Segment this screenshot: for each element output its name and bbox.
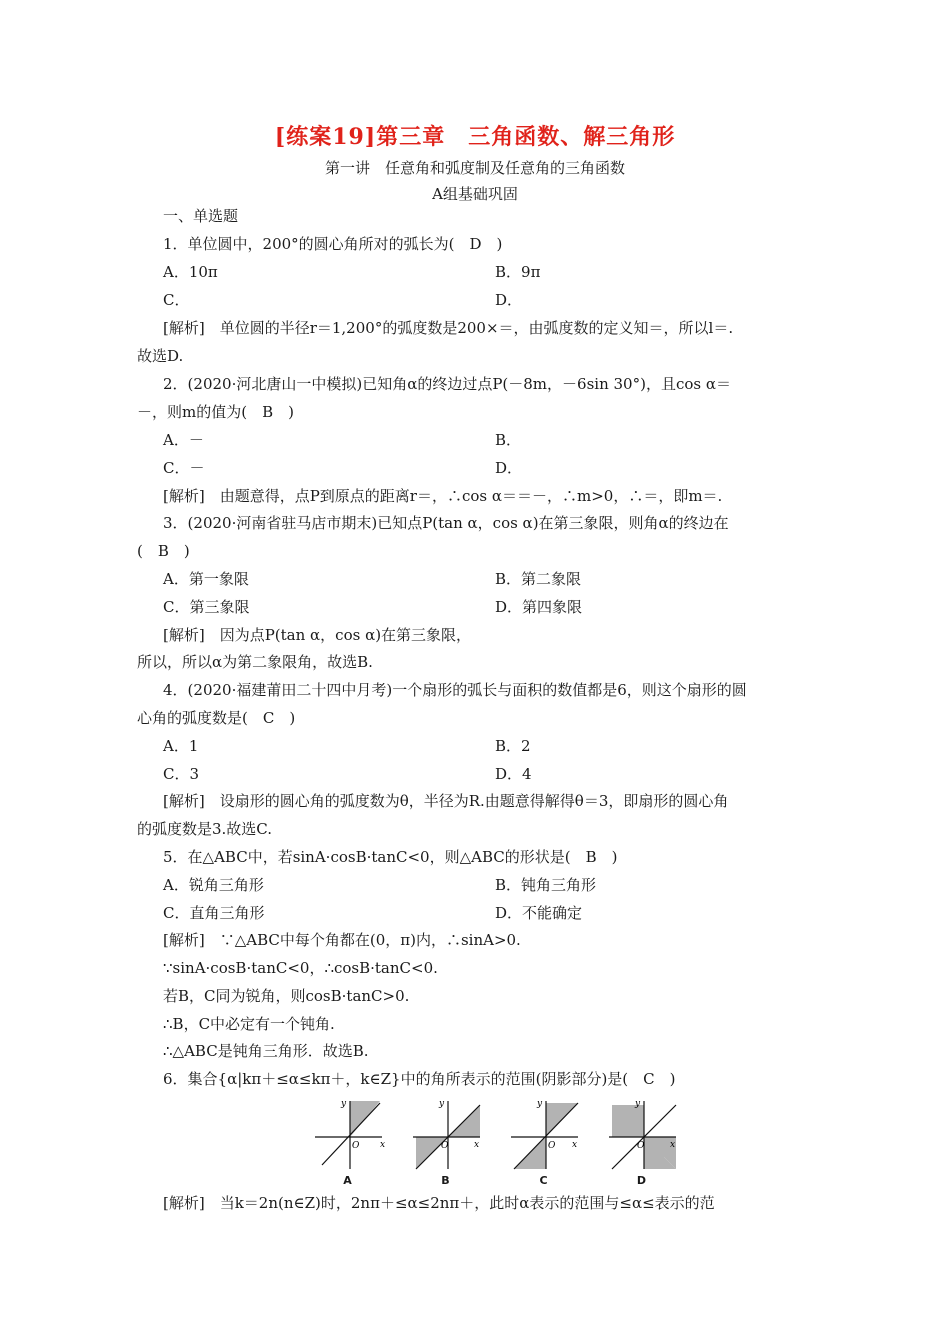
q5-option-d: D．不能确定 xyxy=(495,904,583,922)
q3-option-d: D．第四象限 xyxy=(495,598,583,616)
q3-option-b: B．第二象限 xyxy=(495,570,582,588)
q3-option-a: A．第一象限 xyxy=(163,570,249,588)
q1-analysis-cont: 故选D. xyxy=(137,347,184,365)
q2-option-b: B． xyxy=(495,431,522,449)
section-heading: 一、单选题 xyxy=(163,207,239,225)
q1-option-b: B．9π xyxy=(495,263,541,281)
figure-b-origin: O xyxy=(441,1141,449,1151)
q4-option-b: B．2 xyxy=(495,737,531,755)
q6-analysis: [解析] 当k＝2n(n∈Z)时，2nπ＋≤α≤2nπ＋，此时α表示的范围与≤α≤表示的范 xyxy=(163,1194,715,1212)
q6-stem: 6．集合{α|kπ＋≤α≤kπ＋，k∈Z}中的角所表示的范围(阴影部分)是( C ) xyxy=(163,1070,676,1088)
lesson-subtitle: 第一讲 任意角和弧度制及任意角的三角函数 xyxy=(324,159,625,177)
figure-d-origin: O xyxy=(637,1141,645,1151)
figure-a-y-label: y xyxy=(341,1099,347,1109)
figure-a-origin: O xyxy=(352,1141,360,1151)
q2-option-d: D． xyxy=(495,459,523,477)
figure-c-label: C xyxy=(539,1174,548,1187)
figure-b-label: B xyxy=(441,1174,450,1187)
q5-option-a: A．锐角三角形 xyxy=(163,876,264,894)
q4-analysis: [解析] 设扇形的圆心角的弧度数为θ，半径为R.由题意得解得θ＝3，即扇形的圆心角 xyxy=(163,792,729,810)
q3-stem: 3．(2020·河南省驻马店市期末)已知点P(tan α，cos α)在第三象限，则角α的终边在 xyxy=(163,514,729,532)
figure-d-x-label: x xyxy=(670,1140,676,1150)
figure-c-origin: O xyxy=(548,1141,556,1151)
figure-a xyxy=(310,1097,385,1187)
q3-stem-cont: ( B ) xyxy=(137,542,190,560)
q1-stem: 1．单位圆中，200°的圆心角所对的弧长为( D ) xyxy=(163,235,503,253)
page-title: [练案19]第三章 三角函数、解三角形 xyxy=(274,124,676,150)
q1-option-a: A．10π xyxy=(163,263,218,281)
figure-b-y-label: y xyxy=(439,1099,445,1109)
figure-b-x-label: x xyxy=(474,1140,480,1150)
q5-analysis-3: 若B，C同为锐角，则cosB·tanC>0. xyxy=(163,987,410,1005)
q2-analysis: [解析] 由题意得，点P到原点的距离r＝，∴cos α＝＝－，∴m>0，∴＝，即m＝. xyxy=(163,487,723,505)
q3-analysis-cont: 所以，所以α为第二象限角，故选B. xyxy=(137,653,373,671)
q2-stem-cont: －，则m的值为( B ) xyxy=(137,403,294,421)
figure-c-y-label: y xyxy=(537,1099,543,1109)
q5-stem: 5．在△ABC中，若sinA·cosB·tanC<0，则△ABC的形状是( B ) xyxy=(163,848,618,866)
figure-d-label: D xyxy=(636,1174,647,1187)
q1-analysis: [解析] 单位圆的半径r＝1,200°的弧度数是200×＝，由弧度数的定义知＝，所以l＝. xyxy=(163,319,734,337)
q5-option-b: B．钝角三角形 xyxy=(495,876,597,894)
q5-analysis-5: ∴△ABC是钝角三角形．故选B. xyxy=(163,1042,369,1060)
q5-analysis-4: ∴B，C中必定有一个钝角. xyxy=(163,1015,335,1033)
figure-c xyxy=(506,1097,581,1187)
group-label: A组基础巩固 xyxy=(432,185,518,203)
q2-stem: 2．(2020·河北唐山一中模拟)已知角α的终边过点P(－8m，－6sin 30°)，且cos α＝ xyxy=(163,375,731,393)
q4-option-d: D．4 xyxy=(495,765,532,783)
q2-option-c: C．－ xyxy=(163,459,205,477)
q3-option-c: C．第三象限 xyxy=(163,598,250,616)
figure-c-x-label: x xyxy=(572,1140,578,1150)
q3-analysis: [解析] 因为点P(tan α，cos α)在第三象限， xyxy=(163,626,472,644)
q4-option-a: A．1 xyxy=(163,737,199,755)
figure-b xyxy=(408,1097,483,1187)
q5-analysis: [解析] ∵△ABC中每个角都在(0，π)内，∴sinA>0. xyxy=(163,931,521,949)
figure-a-x-label: x xyxy=(380,1140,385,1150)
q4-analysis-cont: 的弧度数是3.故选C. xyxy=(137,820,273,838)
q1-option-d: D． xyxy=(495,291,523,309)
q5-option-c: C．直角三角形 xyxy=(163,904,265,922)
q4-stem-cont: 心角的弧度数是( C ) xyxy=(137,709,296,727)
q6-figures xyxy=(310,1097,690,1187)
q5-analysis-2: ∵sinA·cosB·tanC<0，∴cosB·tanC<0. xyxy=(163,959,438,977)
q1-option-c: C． xyxy=(163,291,190,309)
figure-d xyxy=(604,1097,679,1187)
figure-a-label: A xyxy=(343,1174,352,1187)
q2-option-a: A．－ xyxy=(163,431,204,449)
q4-option-c: C．3 xyxy=(163,765,200,783)
figure-d-y-label: y xyxy=(635,1099,641,1109)
q4-stem: 4．(2020·福建莆田二十四中月考)一个扇形的弧长与面积的数值都是6，则这个扇形的圆 xyxy=(163,681,747,699)
